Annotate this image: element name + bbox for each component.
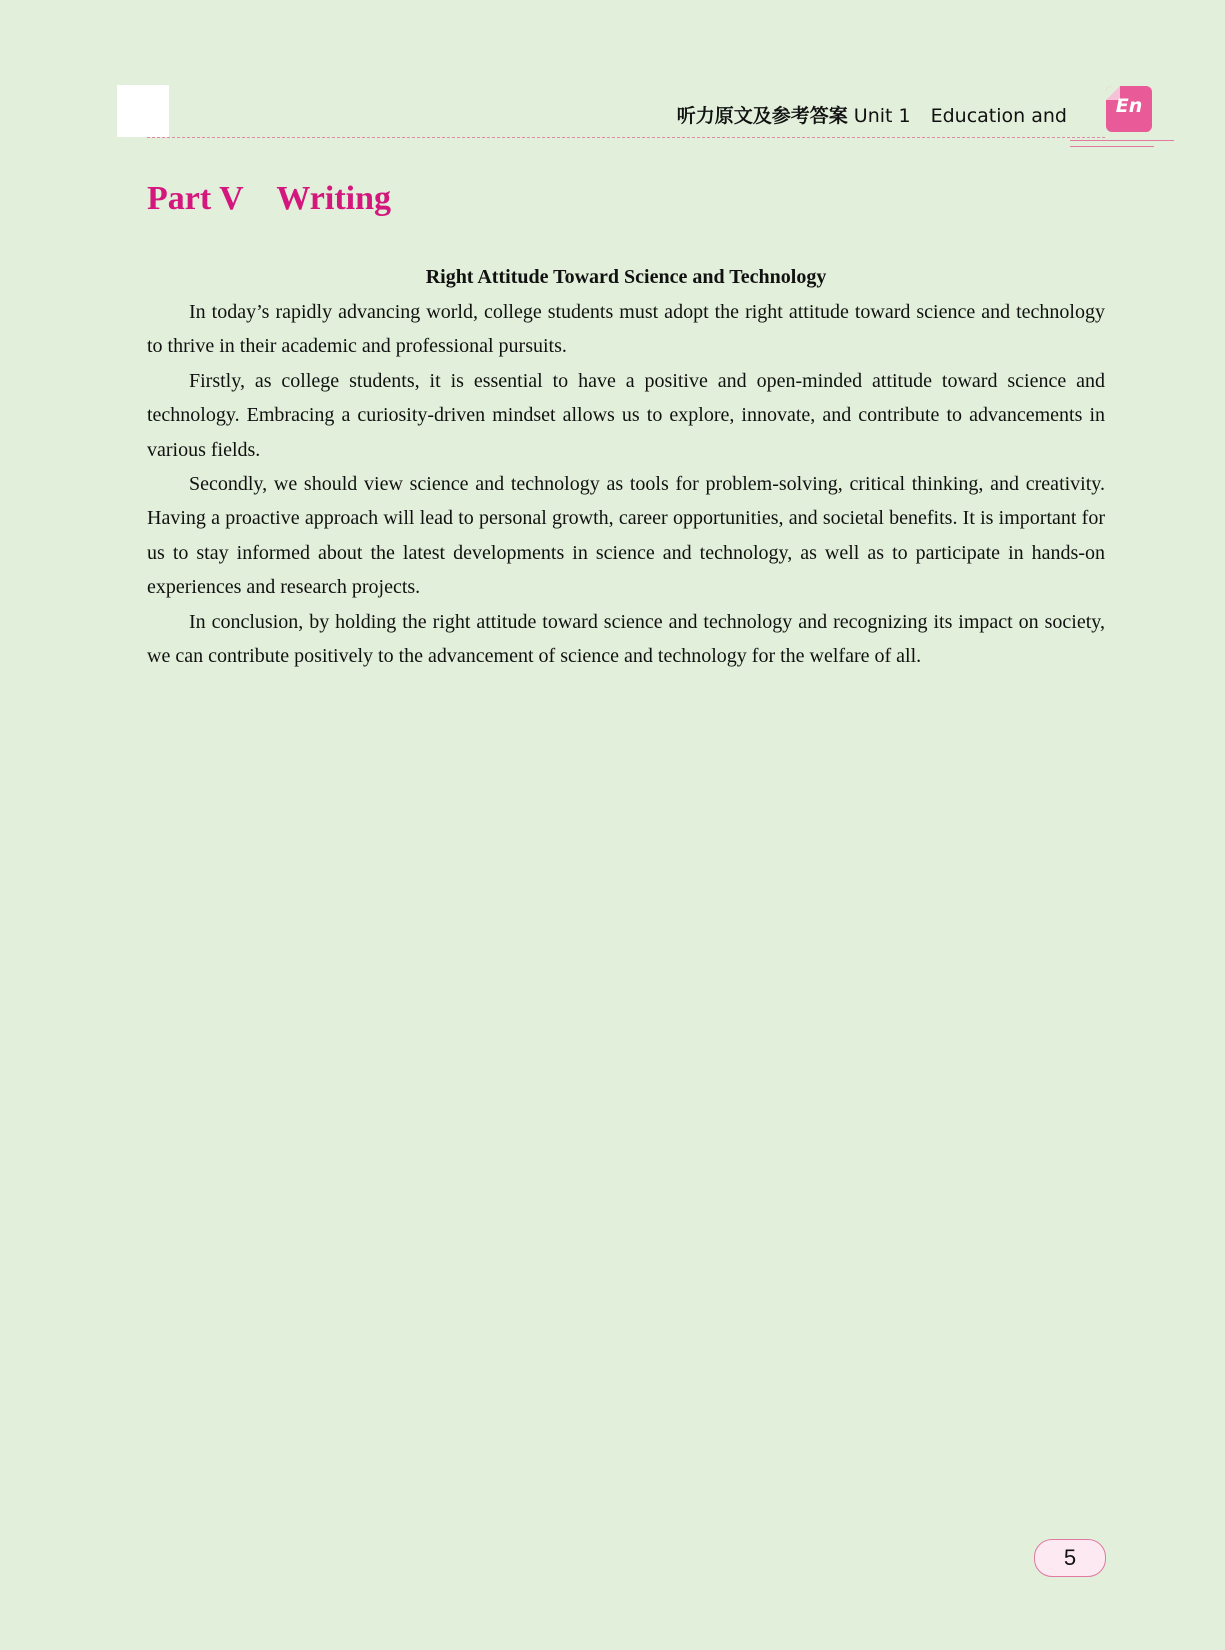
page-number: 5 (1034, 1539, 1106, 1577)
essay-title: Right Attitude Toward Science and Technology (425, 266, 827, 288)
header-accent-line-short (1070, 146, 1154, 147)
en-badge-icon (1106, 86, 1152, 132)
essay-paragraph: Firstly, as college students, it is essential to have a positive and open-minded attitude toward science and technology. Embracing a curiosity-driven mindset allows us to explore, innovate, and contribute to advancements in various fields. (147, 369, 1105, 461)
header-divider (147, 137, 1105, 138)
badge-label: En (1115, 95, 1143, 117)
essay-paragraph: In today’s rapidly advancing world, college students must adopt the right attitude toward science and technology to thrive in their academic and professional pursuits. (147, 301, 1105, 358)
essay-paragraph: Secondly, we should view science and technology as tools for problem-solving, critical thinking, and creativity. Having a proactive approach will lead to personal growth, career opportunities, and societal benefits. It is important for us to stay informed about the latest developments in science and technology, as well as to participate in hands-on experiences and research projects. (147, 473, 1105, 599)
header-unit: Unit 1 (853, 105, 911, 127)
section-title: Part V Writing (147, 180, 391, 217)
corner-marker (117, 85, 169, 137)
header-accent-line (1070, 140, 1174, 141)
essay-paragraph: In conclusion, by holding the right attitude toward science and technology and recognizing its impact on society, we can contribute positively to the advancement of science and technology for the welfare of all. (147, 610, 1105, 668)
header-unit-title: Education and (930, 105, 1067, 127)
essay (147, 262, 1105, 673)
header-title-cn: 听力原文及参考答案 (676, 105, 848, 127)
running-header (677, 101, 1067, 128)
